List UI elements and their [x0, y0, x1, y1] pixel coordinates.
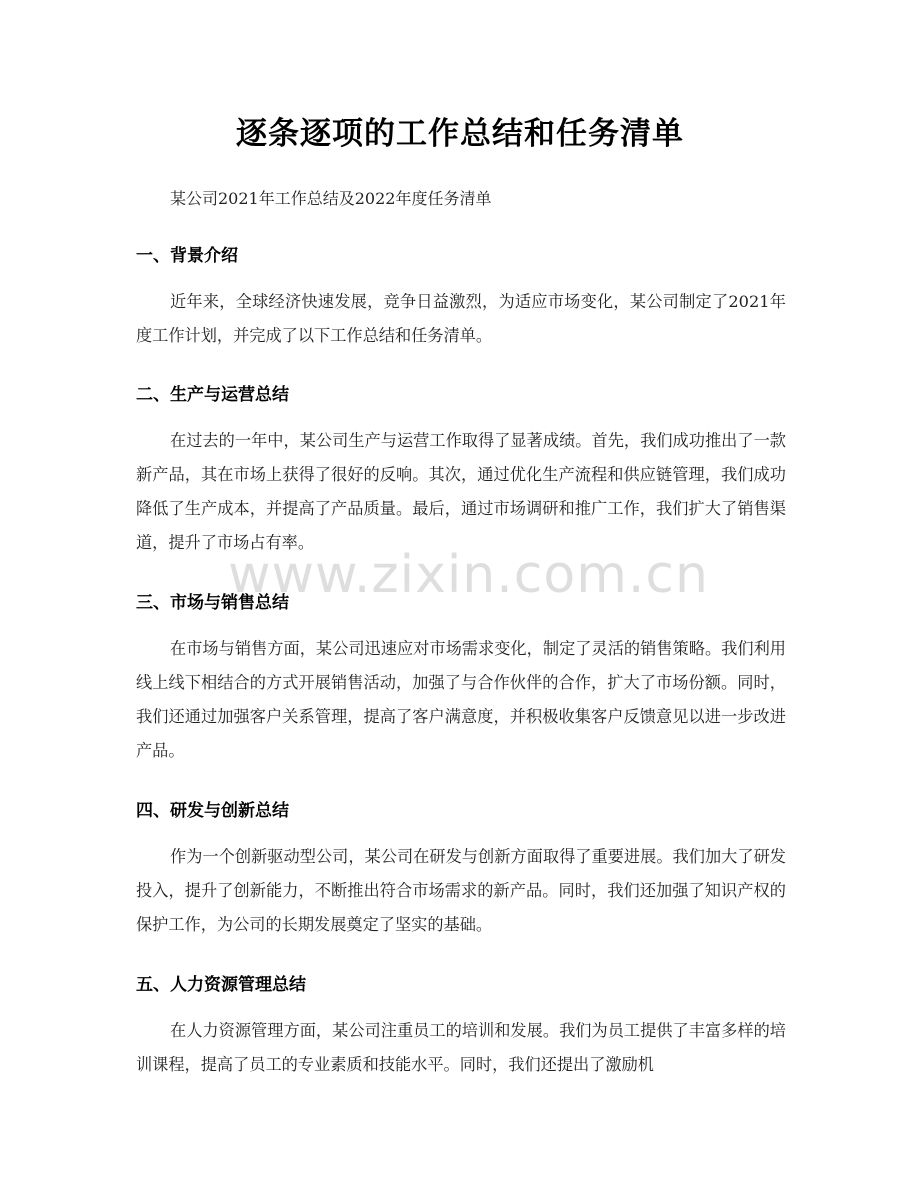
watermark: www.zixin.com.cn — [228, 545, 709, 605]
document-subtitle: 某公司2021年工作总结及2022年度任务清单 — [170, 189, 492, 208]
section-paragraph-production: 在过去的一年中，某公司生产与运营工作取得了显著成绩。首先，我们成功推出了一款新产品，其在市场上获得了很好的反响。其次，通过优化生产流程和供应链管理，我们成功降低了生产成本，并提高了产品质量。最后，通过市场调研和推广工作，我们扩大了销售渠道，提升了市场占有率。 — [136, 431, 786, 552]
section-paragraph-background: 近年来，全球经济快速发展，竞争日益激烈，为适应市场变化，某公司制定了2021年度工作计划，并完成了以下工作总结和任务清单。 — [136, 292, 786, 345]
section-heading-marketing: 三、市场与销售总结 — [136, 593, 289, 613]
section-heading-hr: 五、人力资源管理总结 — [136, 975, 306, 995]
section-paragraph-marketing: 在市场与销售方面，某公司迅速应对市场需求变化，制定了灵活的销售策略。我们利用线上线下相结合的方式开展销售活动，加强了与合作伙伴的合作，扩大了市场份额。同时，我们还通过加强客户关系管理，提高了客户满意度，并积极收集客户反馈意见以进一步改进产品。 — [136, 639, 786, 760]
section-heading-background: 一、背景介绍 — [136, 246, 238, 266]
section-paragraph-rnd: 作为一个创新驱动型公司，某公司在研发与创新方面取得了重要进展。我们加大了研发投入，提升了创新能力，不断推出符合市场需求的新产品。同时，我们还加强了知识产权的保护工作，为公司的长期发展奠定了坚实的基础。 — [136, 847, 786, 934]
document-title: 逐条逐项的工作总结和任务清单 — [236, 116, 684, 152]
section-heading-rnd: 四、研发与创新总结 — [136, 801, 289, 821]
section-paragraph-hr: 在人力资源管理方面，某公司注重员工的培训和发展。我们为员工提供了丰富多样的培训课程，提高了员工的专业素质和技能水平。同时，我们还提出了激励机 — [136, 1021, 786, 1074]
section-heading-production: 二、生产与运营总结 — [136, 385, 289, 405]
